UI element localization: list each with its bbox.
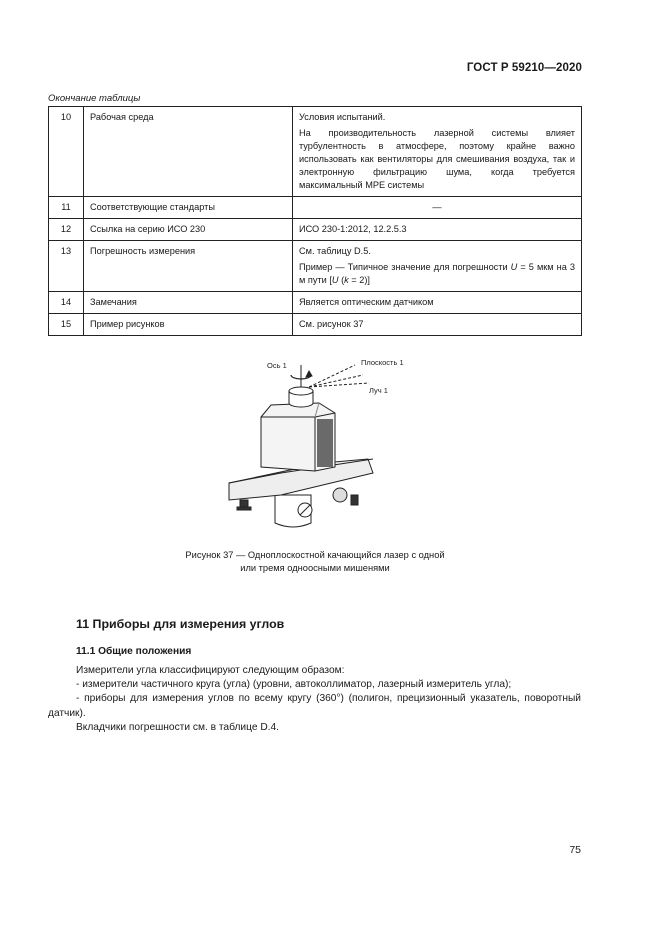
- row-value: [293, 241, 582, 292]
- row-name: Замечания: [84, 292, 293, 314]
- table-row: [49, 292, 582, 314]
- subsection-title: 11.1 Общие положения: [76, 646, 192, 657]
- row-value: [293, 107, 582, 197]
- row-name: Соответствующие стандарты: [84, 197, 293, 219]
- row-number: 10: [49, 107, 84, 197]
- row-name: Ссылка на серию ИСО 230: [84, 219, 293, 241]
- label-plane: Плоскость 1: [361, 358, 404, 367]
- table-row: [49, 314, 582, 336]
- row-number: 15: [49, 314, 84, 336]
- table-row: [49, 219, 582, 241]
- row-name: Погрешность измерения: [84, 241, 293, 292]
- row-name: Рабочая среда: [84, 107, 293, 197]
- paragraph: - приборы для измерения углов по всему кругу (360°) (полигон, прецизионный указатель, поворотный датчик).: [48, 693, 581, 719]
- paragraph: - измерители частичного круга (угла) (уровни, автоколлиматор, лазерный измеритель угла);: [76, 679, 512, 691]
- row-name: Пример рисунков: [84, 314, 293, 336]
- beam-lines: [309, 365, 369, 387]
- laser-figure: [223, 355, 413, 530]
- table-row: [49, 241, 582, 292]
- row-value: ИСО 230-1:2012, 12.2.5.3: [293, 219, 582, 241]
- row-value-line: Условия испытаний.: [299, 112, 386, 122]
- figure-caption: [150, 549, 480, 574]
- body-text: [48, 664, 581, 735]
- table-row: [49, 197, 582, 219]
- label-beam: Луч 1: [369, 386, 388, 395]
- paragraph: Измерители угла классифицируют следующим образом:: [76, 665, 345, 676]
- document-code: ГОСТ Р 59210—2020: [466, 62, 582, 74]
- figure-caption-line: или тремя одноосными мишенями: [240, 562, 390, 573]
- row-number: 14: [49, 292, 84, 314]
- row-number: 12: [49, 219, 84, 241]
- requirements-table: [48, 106, 582, 336]
- label-axis: Ось 1: [267, 361, 287, 370]
- paragraph: Вкладчики погрешности см. в таблице D.4.: [76, 721, 280, 733]
- foot-right: [351, 495, 358, 505]
- table-row: [49, 107, 582, 197]
- adjust-knob: [333, 488, 347, 502]
- page-number: 75: [569, 844, 581, 856]
- figure-caption-line: Рисунок 37 — Одноплоскостной качающийся лазер с одной: [185, 550, 445, 560]
- row-number: 11: [49, 197, 84, 219]
- foot-left: [240, 500, 248, 507]
- row-value: См. рисунок 37: [293, 314, 582, 336]
- section-title: 11 Приборы для измерения углов: [76, 617, 285, 631]
- row-value-example: Пример — Типичное значение для погрешности U = 5 мкм на 3 м пути [U (k = 2)]: [299, 262, 576, 285]
- row-value: [293, 197, 582, 219]
- row-number: 13: [49, 241, 84, 292]
- row-value-line: На производительность лазерной системы влияет турбулентность в атмосфере, поэтому крайне важно использовать как вентиляторы для смешивания воздуха, так и электронную фильтрацию шума, когда требуется максимальный MPE системы: [299, 128, 575, 190]
- row-value: Является оптическим датчиком: [293, 292, 582, 314]
- table-caption: Окончание таблицы: [48, 93, 141, 104]
- row-value-dash: —: [432, 202, 442, 212]
- row-value-line: См. таблицу D.5.: [299, 246, 371, 256]
